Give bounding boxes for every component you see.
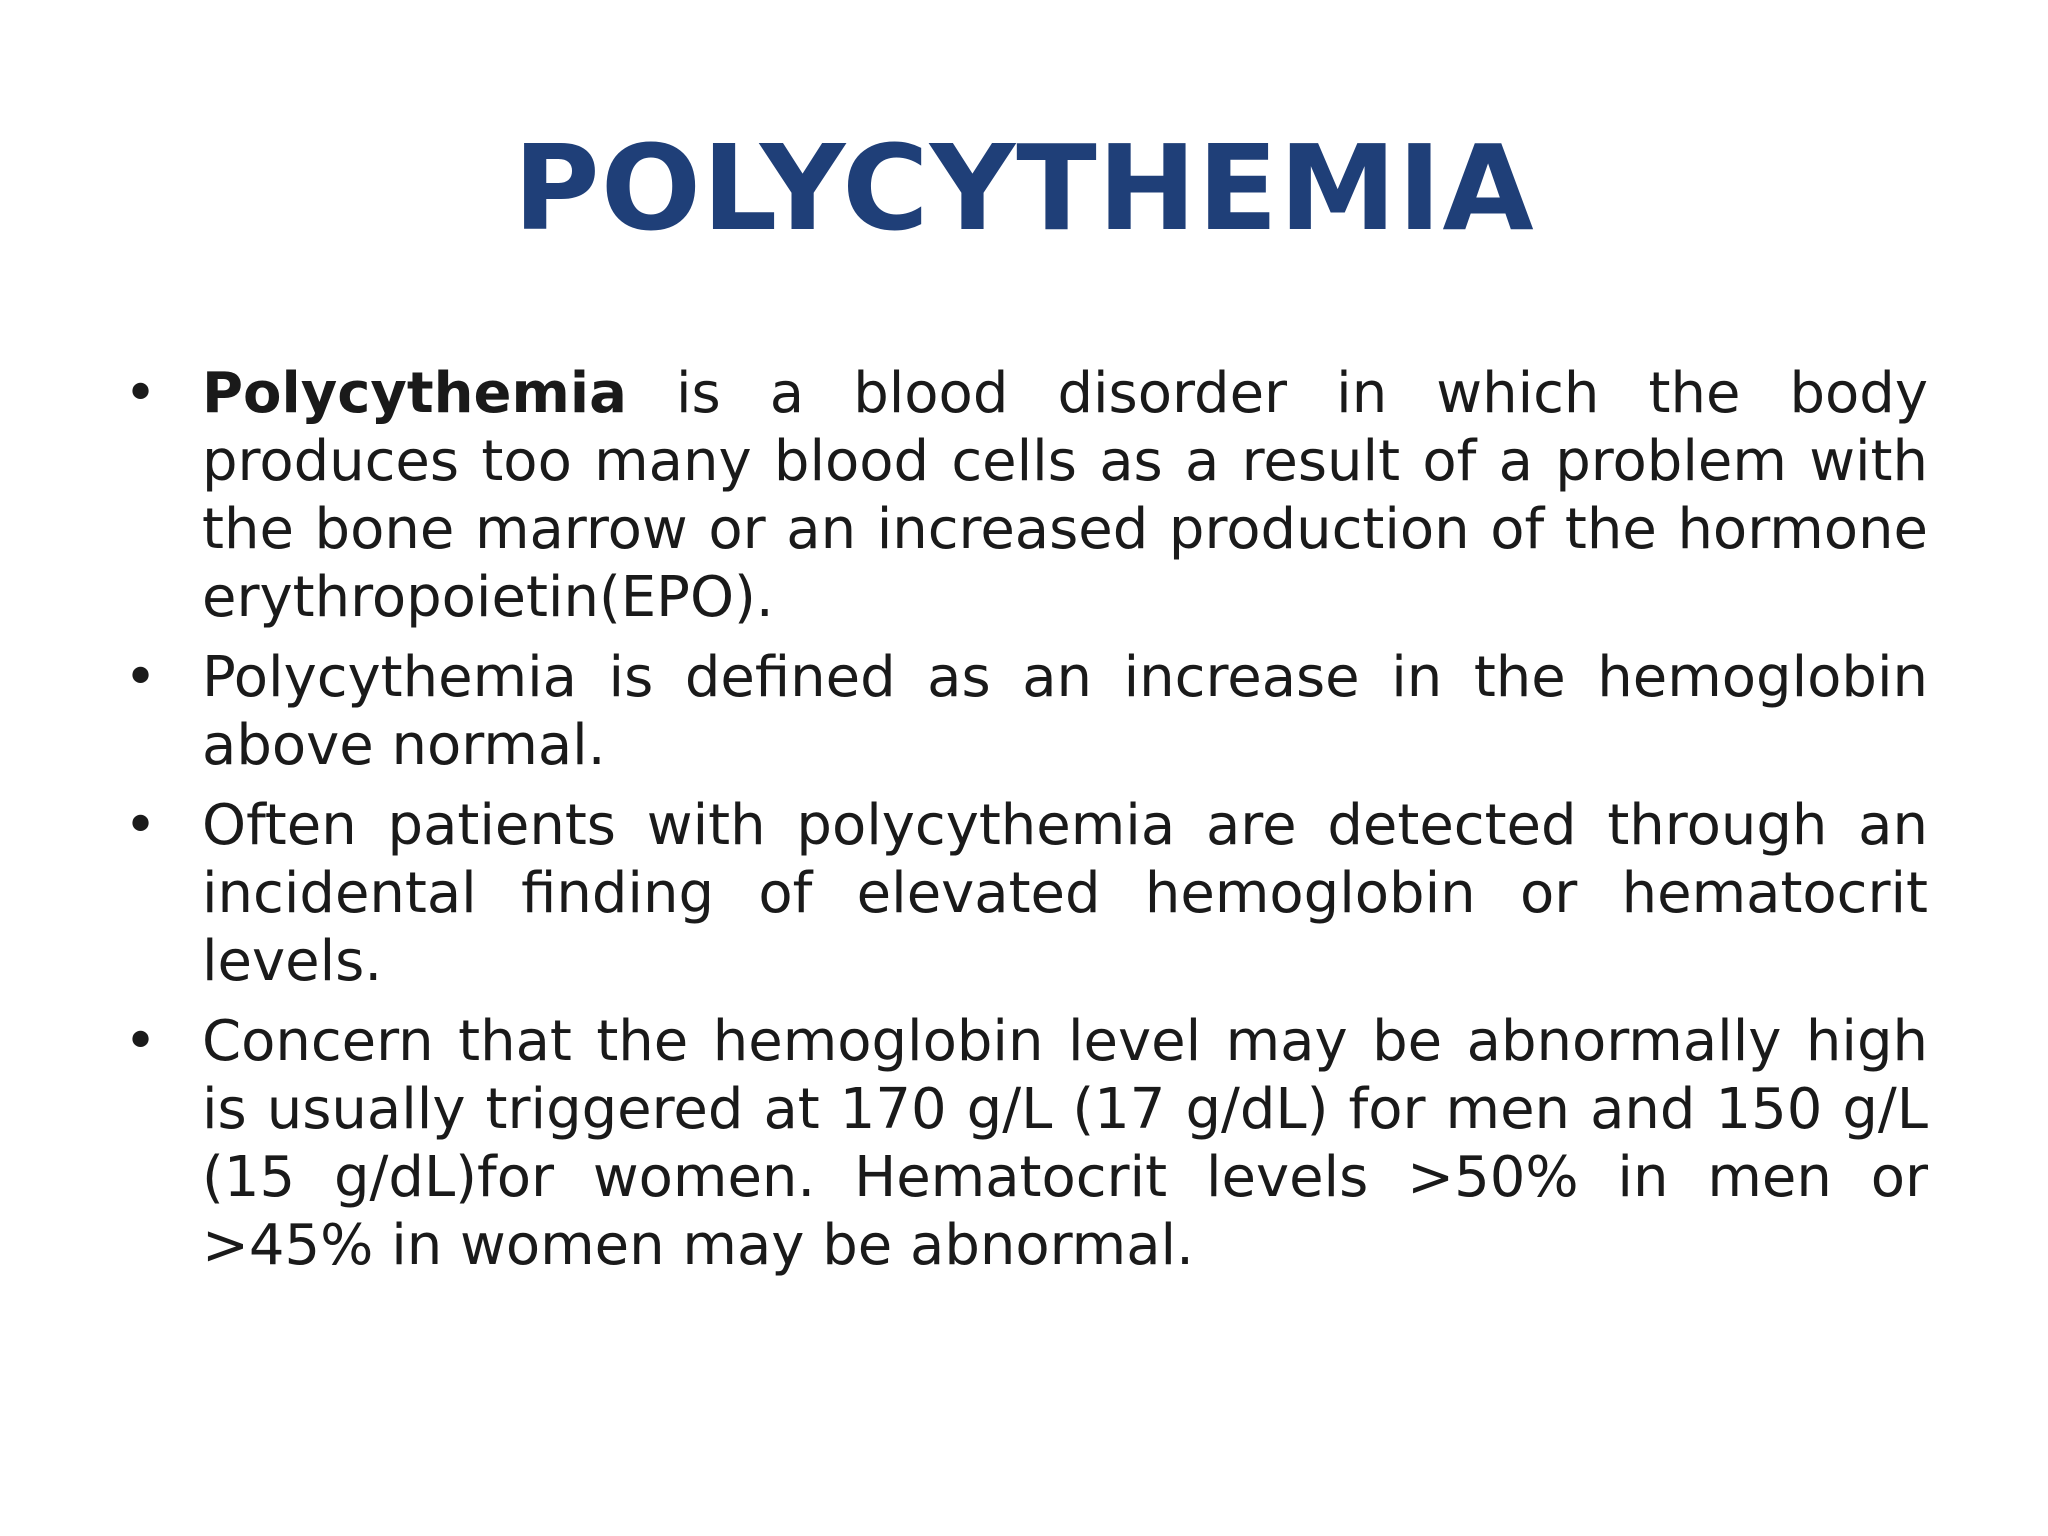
bullet-icon: • (124, 1009, 158, 1074)
bullet-term: Polycythemia (202, 361, 627, 426)
bullet-list (118, 360, 1928, 1292)
bullet-icon: • (124, 645, 158, 710)
bullet-item (118, 644, 1928, 780)
bullet-text: is a blood disorder in which the body produces too many blood cells as a result of a problem with the bone marrow or an increased production of the hormone erythropoietin(EPO). (202, 361, 1928, 630)
bullet-text: Often patients with polycythemia are detected through an incidental finding of elevated hemoglobin or hematocrit levels. (202, 793, 1928, 994)
bullet-icon: • (124, 793, 158, 858)
bullet-text: Polycythemia is defined as an increase in the hemoglobin above normal. (202, 645, 1928, 778)
bullet-item (118, 1008, 1928, 1280)
bullet-item (118, 792, 1928, 996)
bullet-icon: • (124, 361, 158, 426)
slide-title: POLYCYTHEMIA (513, 119, 1535, 257)
bullet-text: Concern that the hemoglobin level may be abnormally high is usually triggered at 170 g/L (17 g/dL) for men and 150 g/L (15 g/dL)for women. Hematocrit levels >50% in men or >45% in women may be abnormal. (202, 1009, 1928, 1278)
bullet-item (118, 360, 1928, 632)
